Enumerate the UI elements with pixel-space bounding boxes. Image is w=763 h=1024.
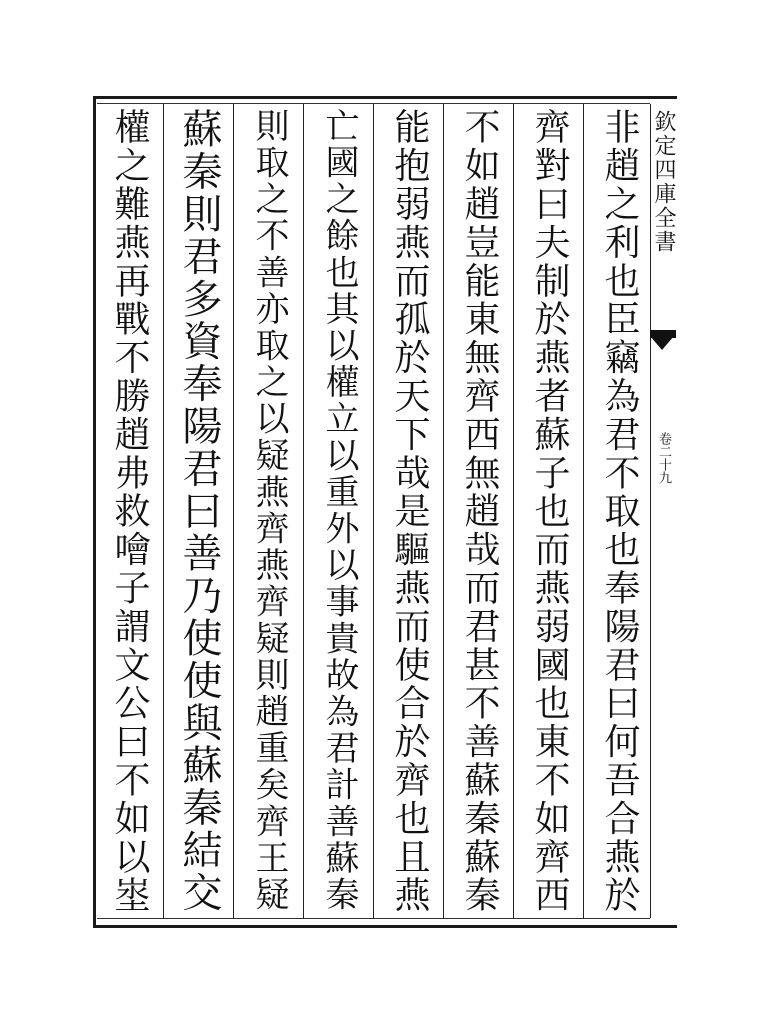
margin-book-title: 欽定四庫全書 xyxy=(651,110,676,254)
text-column-2: 齊對曰夫制於燕者蘇子也而燕弱國也東不如齊西 xyxy=(529,108,570,914)
text-column-4: 能抱弱燕而孤於天下哉是驅燕而使合於齊也且燕 xyxy=(389,108,430,914)
text-column-7: 蘇秦則君多資奉陽君曰善乃使使與蘇秦結交 xyxy=(176,108,222,914)
text-column-1: 非趙之利也臣竊為君不取也奉陽君曰何吾合燕於 xyxy=(599,108,640,914)
column-divider xyxy=(233,104,234,918)
column-divider xyxy=(373,104,374,918)
text-column-5: 亡國之餘也其以權立以重外以事貴故為君計善蘇秦 xyxy=(319,108,359,914)
column-divider xyxy=(303,104,304,918)
text-column-3: 不如趙豈能東無齊西無趙哉而君甚不善蘇秦蘇秦 xyxy=(459,108,500,914)
column-divider xyxy=(163,104,164,918)
column-divider xyxy=(583,104,584,918)
text-column-8: 權之難燕再戰不勝趙弗救噲子謂文公曰不如以埊 xyxy=(109,108,150,914)
column-divider xyxy=(443,104,444,918)
column-divider xyxy=(513,104,514,918)
text-column-6: 則取之不善亦取之以疑燕齊燕齊疑則趙重矣齊王疑 xyxy=(249,108,289,914)
margin-juan-number: 卷二十九 xyxy=(656,432,671,484)
bottom-rule xyxy=(97,918,650,919)
fishtail-mark-tail xyxy=(650,336,674,350)
